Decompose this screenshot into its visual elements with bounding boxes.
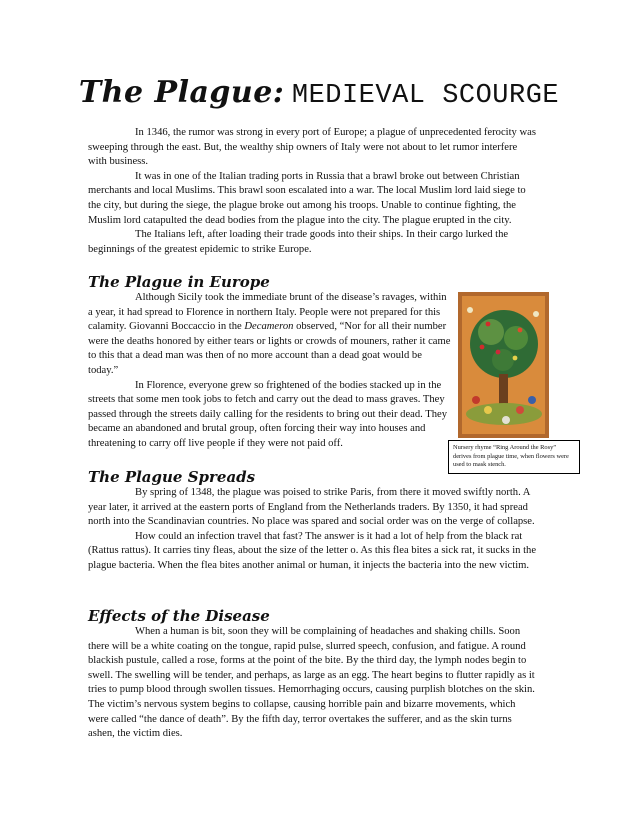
section-effects-text <box>88 625 538 742</box>
illustration-caption: Nursery rhyme “Ring Around the Rosy” derives from plague time, when flowers were used to mask stench. <box>448 440 580 474</box>
intro-text <box>88 126 538 257</box>
dancer <box>484 406 492 414</box>
europe-paragraph-2: In Florence, everyone grew so frightened of the bodies stacked up in the streets that some men took jobs to fetch and carry out the dead to mass graves. They passed through the streets daily calling for the residents to bring out their dead. They became an abandoned and brutal group, often forcing their way into houses and threatening to carry off live people if they were not paid off. <box>88 379 448 449</box>
ring-around-the-rosy-illustration <box>458 292 549 438</box>
effects-paragraph-1: When a human is bit, soon they will be complaining of headaches and shaking chills. Soon there will be a white coating on the tongue, rapid pulse, slurred speech, confusion, and fatigue. A round blackish pustule, called a rose, forms at the point of the bite. By the third day, the lymph nodes begin to swell. The swelling will be tender, and perhaps, as large as an egg. The heart begins to flutter rapidly as it tries to pump blood through swollen tissues. Hemorrhaging occurs, causing purplish blotches on the skin. The victim’s nervous system begins to collapse, causing horrible pain and bizarre movements, which were called “the dance of death”. By the fifth day, terror overtakes the sufferer, and as the skin turns ashen, the victim dies. <box>88 626 535 740</box>
spreads-paragraph-1: By spring of 1348, the plague was poised to strike Paris, from there it moved swiftly north. A year later, it arrived at the eastern ports of England from the Netherlands traders. By 1350, it had spread north into the Scandinavian countries. No place was spared and social order was on the verge of collapse. <box>88 487 535 528</box>
europe-p1-text-end: observed, “Nor for all their number were the deaths honored by either tears or lights or crowds of mouners, rather it came to this that a dead man was then of no more account than a dead goat would be today.” <box>88 321 451 376</box>
dancer <box>502 416 510 424</box>
intro-paragraph-3: The Italians left, after loading their trade goods into their ships. In their cargo lurked the beginnings of the greatest epidemic to strike Europe. <box>88 229 509 255</box>
page-title <box>0 74 638 115</box>
dancer <box>528 396 536 404</box>
title-blackletter: The Plague: <box>78 75 285 110</box>
intro-paragraph-1: In 1346, the rumor was strong in every port of Europe; a plague of unprecedented ferocity was sweeping through the east. But, the wealthy ship owners of Italy were not about to let rumor interfere with business. <box>88 127 536 168</box>
europe-p1-text: Although Sicily took the immediate brunt of the disease’s ravages, within a year, it had spread to Florence in northern Italy. People were not prepared for this calamity. Giovanni Boccaccio in the <box>88 292 447 333</box>
spreads-paragraph-2: How could an infection travel that fast? The answer is it had a lot of help from the black rat (Rattus rattus). It carries tiny fleas, about the size of the letter o. As this flea bites a sick rat, it sucks in the plague bacteria. When the flea bites another animal or human, it injects the bacteria into the new victim. <box>88 530 537 571</box>
section-spreads-text <box>88 486 538 574</box>
decameron-title: Decameron <box>244 321 294 333</box>
europe-paragraph-1 <box>88 291 452 379</box>
dancer <box>472 396 480 404</box>
title-subtitle: MEDIEVAL SCOURGE <box>291 81 560 111</box>
section-europe-text <box>88 291 452 452</box>
heading-plague-spreads: The Plague Spreads <box>88 468 256 486</box>
heading-plague-in-europe: The Plague in Europe <box>88 273 270 291</box>
dancer <box>516 406 524 414</box>
heading-effects-of-disease: Effects of the Disease <box>88 607 270 625</box>
intro-paragraph-2: It was in one of the Italian trading ports in Russia that a brawl broke out between Christian merchants and local Muslims. This brawl soon escalated into a war. The local Muslim lord laid siege to the city, but during the siege, the plague broke out among his troops. Unable to continue fighting, the Muslim lord catapulted the dead bodies from the plague into the city. The plague erupted in the city. <box>88 170 526 226</box>
